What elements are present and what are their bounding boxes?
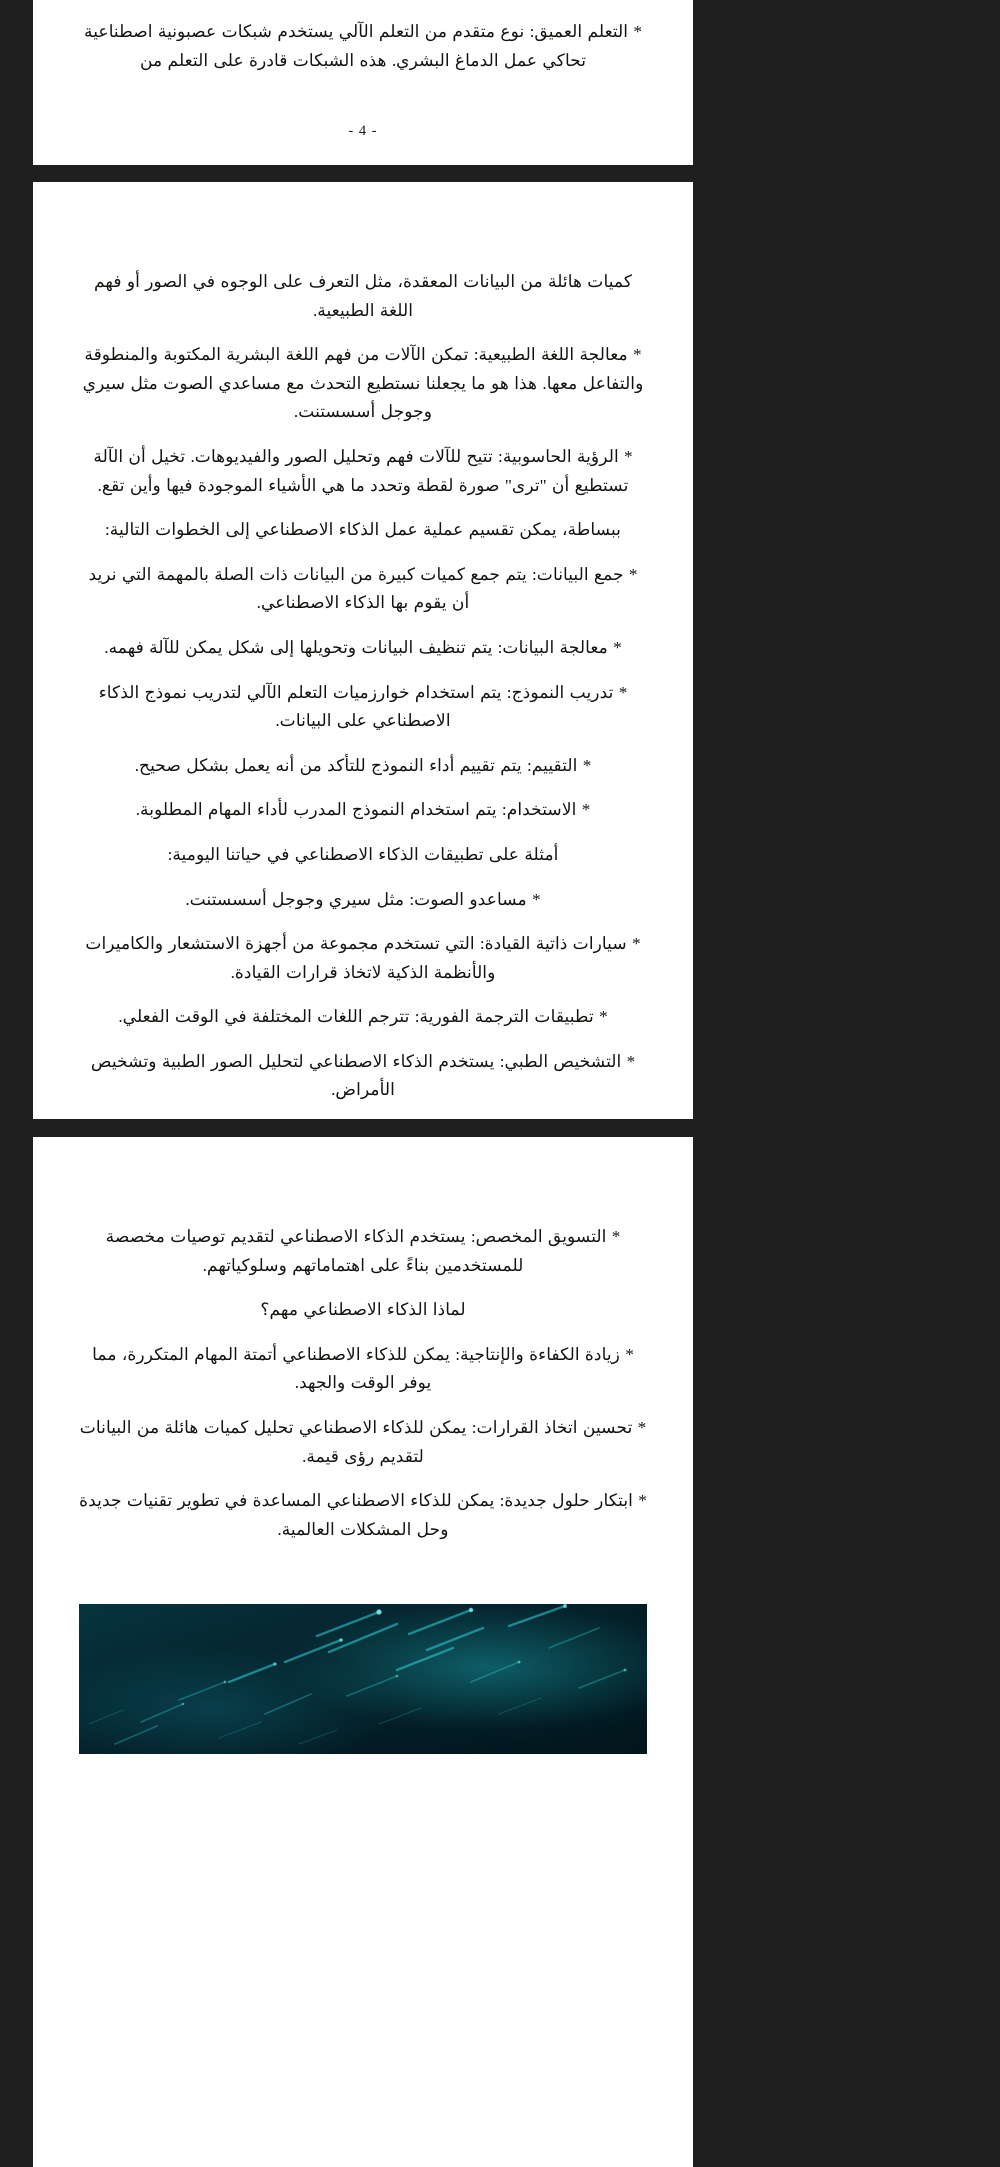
paragraph: * الاستخدام: يتم استخدام النموذج المدرب لأداء المهام المطلوبة. <box>135 800 591 820</box>
paragraph: أمثلة على تطبيقات الذكاء الاصطناعي في حياتنا اليومية: <box>167 844 559 864</box>
paragraph: * التعلم العميق: نوع متقدم من التعلم الآلي يستخدم شبكات عصبونية اصطناعية تحاكي عمل الدماغ البشري. هذه الشبكات قادرة على التعلم من <box>84 22 642 70</box>
paragraph: ببساطة، يمكن تقسيم عملية عمل الذكاء الاصطناعي إلى الخطوات التالية: <box>105 520 621 540</box>
document-page-4 <box>33 0 693 165</box>
paragraph: * جمع البيانات: يتم جمع كميات كبيرة من البيانات ذات الصلة بالمهمة التي نريد أن يقوم بها الذكاء الاصطناعي. <box>88 564 638 613</box>
page-number: - 4 - <box>348 123 378 140</box>
paragraph: كميات هائلة من البيانات المعقدة، مثل التعرف على الوجوه في الصور أو فهم اللغة الطبيعية. <box>93 272 633 320</box>
paragraph: * تدريب النموذج: يتم استخدام خوارزميات التعلم الآلي لتدريب نموذج الذكاء الاصطناعي على البيانات. <box>98 682 628 731</box>
paragraph: * التشخيص الطبي: يستخدم الذكاء الاصطناعي لتحليل الصور الطبية وتشخيص الأمراض. <box>90 1051 636 1100</box>
paragraph: لماذا الذكاء الاصطناعي مهم؟ <box>260 1300 466 1320</box>
paragraph: * الرؤية الحاسوبية: تتيح للآلات فهم وتحليل الصور والفيديوهات. تخيل أن الآلة تستطيع أن "ترى" صورة لقطة وتحدد ما هي الأشياء الموجودة فيها وأين تقع. <box>93 446 633 495</box>
paragraph: * مساعدو الصوت: مثل سيري وجوجل أسسستنت. <box>185 889 541 909</box>
paragraph: * تطبيقات الترجمة الفورية: تترجم اللغات المختلفة في الوقت الفعلي. <box>118 1007 608 1027</box>
paragraph: * زيادة الكفاءة والإنتاجية: يمكن للذكاء الاصطناعي أتمتة المهام المتكررة، مما يوفر الوقت والجهد. <box>92 1344 634 1393</box>
ai-network-image <box>79 1604 647 1754</box>
paragraph: * معالجة اللغة الطبيعية: تمكن الآلات من فهم اللغة البشرية المكتوبة والمنطوقة والتفاعل معها. هذا هو ما يجعلنا نستطيع التحدث مع مساعدي الصوت مثل سيري وجوجل أسسستنت. <box>82 345 644 422</box>
paragraph: * ابتكار حلول جديدة: يمكن للذكاء الاصطناعي المساعدة في تطوير تقنيات جديدة وحل المشكلات العالمية. <box>79 1491 647 1539</box>
document-page-6 <box>33 1137 693 2167</box>
paragraph: * التسويق المخصص: يستخدم الذكاء الاصطناعي لتقديم توصيات مخصصة للمستخدمين بناءً على اهتماماتهم وسلوكياتهم. <box>105 1227 621 1275</box>
paragraph: * التقييم: يتم تقييم أداء النموذج للتأكد من أنه يعمل بشكل صحيح. <box>134 755 592 775</box>
paragraph: * سيارات ذاتية القيادة: التي تستخدم مجموعة من أجهزة الاستشعار والكاميرات والأنظمة الذكية لاتخاذ قرارات القيادة. <box>85 934 641 982</box>
paragraph: * تحسين اتخاذ القرارات: يمكن للذكاء الاصطناعي تحليل كميات هائلة من البيانات لتقديم رؤى قيمة. <box>79 1417 647 1466</box>
document-page-5 <box>33 182 693 1119</box>
paragraph: * معالجة البيانات: يتم تنظيف البيانات وتحويلها إلى شكل يمكن للآلة فهمه. <box>104 637 622 657</box>
